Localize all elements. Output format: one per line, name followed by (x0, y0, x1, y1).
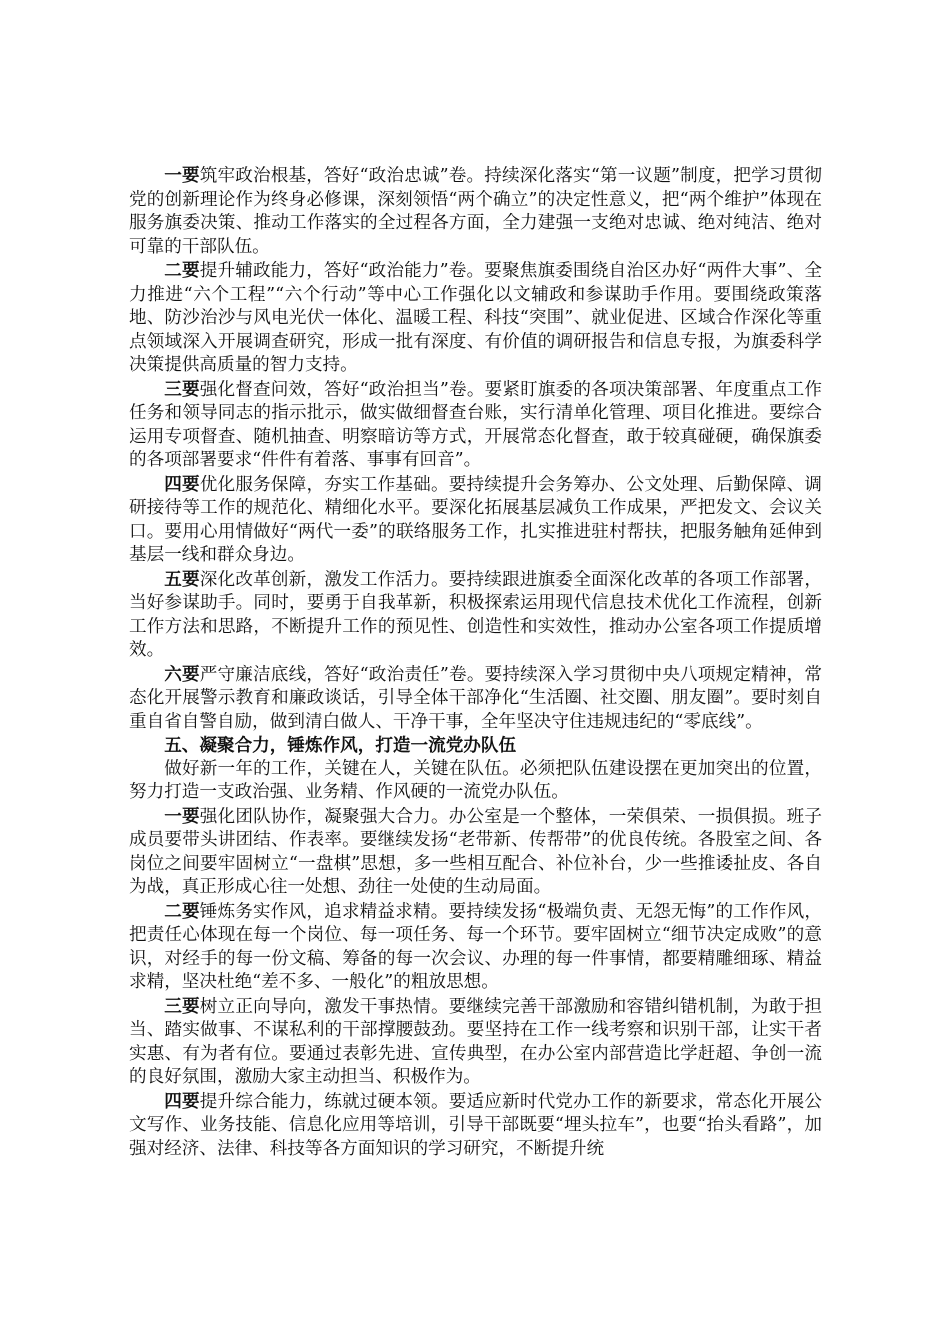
paragraph-lead: 一要 (164, 805, 200, 827)
paragraph-text: 强化督查问效，答好“政治担当”卷。要紧盯旗委的各项决策部署、年度重点工作任务和领导同志的指示批示，做实做细督查台账，实行清单化管理、项目化推进。要综合运用专项督查、随机抽查、明察暗访等方式，开展常态化督查，敢于较真碰硬，确保旗委的各项部署要求“件件有着落、事事有回音”。 (129, 379, 822, 470)
paragraph-3 (129, 378, 822, 473)
paragraph-6 (129, 663, 822, 735)
section-heading: 五、凝聚合力，锤炼作风，打造一流党办队伍 (164, 735, 517, 756)
paragraph-lead: 五要 (164, 568, 200, 590)
document-page (129, 164, 822, 1161)
paragraph-1 (129, 164, 822, 259)
section-paragraph-2 (129, 900, 822, 995)
paragraph-text: 优化服务保障，夯实工作基础。要持续提升会务筹办、公文处理、后勤保障、调研接待等工作的规范化、精细化水平。要深化拓展基层减负工作成果，严把发文、会议关口。要用心用情做好“两代一委”的联络服务工作，扎实推进驻村帮扶，把服务触角延伸到基层一线和群众身边。 (129, 474, 822, 565)
paragraph-text: 提升综合能力，练就过硬本领。要适应新时代党办工作的新要求，常态化开展公文写作、业务技能、信息化应用等培训，引导干部既要“埋头拉车”，也要“抬头看路”，加强对经济、法律、科技等各方面知识的学习研究，不断提升统 (129, 1091, 822, 1159)
paragraph-lead: 二要 (164, 900, 200, 922)
paragraph-text: 树立正向导向，激发干事热情。要继续完善干部激励和容错纠错机制，为敢于担当、踏实做事、不谋私利的干部撑腰鼓劲。要坚持在工作一线考察和识别干部，让实干者实惠、有为者有位。要通过表彰先进、宣传典型，在办公室内部营造比学赶超、争创一流的良好氛围，激励大家主动担当、积极作为。 (129, 996, 822, 1087)
paragraph-text: 深化改革创新，激发工作活力。要持续跟进旗委全面深化改革的各项工作部署，当好参谋助手。同时，要勇于自我革新，积极探索运用现代信息技术优化工作流程，创新工作方法和思路，不断提升工作的预见性、创造性和实效性，推动办公室各项工作提质增效。 (129, 569, 822, 660)
paragraph-text: 筑牢政治根基，答好“政治忠诚”卷。持续深化落实“第一议题”制度，把学习贯彻党的创新理论作为终身必修课，深刻领悟“两个确立”的决定性意义，把“两个维护”体现在服务旗委决策、推动工作落实的全过程各方面，全力建强一支绝对忠诚、绝对纯洁、绝对可靠的干部队伍。 (129, 166, 822, 257)
paragraph-4 (129, 473, 822, 568)
paragraph-text: 强化团队协作，凝聚强大合力。办公室是一个整体，一荣俱荣、一损俱损。班子成员要带头讲团结、作表率。要继续发扬“老带新、传帮带”的优良传统。各股室之间、各岗位之间要牢固树立“一盘棋”思想，多一些相互配合、补位补台，少一些推诿扯皮、各自为战，真正形成心往一处想、劲往一处使的生动局面。 (129, 806, 822, 897)
paragraph-text: 提升辅政能力，答好“政治能力”卷。要聚焦旗委围绕自治区办好“两件大事”、全力推进“六个工程”“六个行动”等中心工作强化以文辅政和参谋助手作用。要围绕政策落地、防沙治沙与风电光伏一体化、温暖工程、科技“突围”、就业促进、区域合作深化等重点领域深入开展调查研究，形成一批有深度、有价值的调研报告和信息专报，为旗委科学决策提供高质量的智力支持。 (129, 261, 822, 375)
paragraph-5 (129, 568, 822, 663)
paragraph-text: 严守廉洁底线，答好“政治责任”卷。要持续深入学习贯彻中央八项规定精神，常态化开展警示教育和廉政谈话，引导全体干部净化“生活圈、社交圈、朋友圈”。要时刻自重自省自警自励，做到清白做人、干净干事，全年坚决守住违规违纪的“零底线”。 (129, 664, 822, 732)
paragraph-2 (129, 259, 822, 378)
paragraph-text: 锤炼务实作风，追求精益求精。要持续发扬“极端负责、无怨无悔”的工作作风，把责任心体现在每一个岗位、每一项任务、每一个环节。要牢固树立“细节决定成败”的意识，对经手的每一份文稿、筹备的每一次会议、办理的每一件事情，都要精雕细琢、精益求精，坚决杜绝“差不多、一般化”的粗放思想。 (129, 901, 822, 992)
paragraph-lead: 四要 (164, 1090, 200, 1112)
section-paragraph-4 (129, 1090, 822, 1162)
paragraph-lead: 三要 (164, 378, 200, 400)
paragraph-lead: 二要 (164, 260, 200, 281)
paragraph-lead: 一要 (164, 165, 200, 186)
paragraph-lead: 六要 (164, 663, 200, 685)
paragraph-lead: 三要 (164, 995, 200, 1017)
section-paragraph-1 (129, 805, 822, 900)
section-paragraph-3 (129, 995, 822, 1090)
section-intro: 做好新一年的工作，关键在人，关键在队伍。必须把队伍建设摆在更加突出的位置，努力打造一支政治强、业务精、作风硬的一流党办队伍。 (129, 758, 822, 802)
paragraph-lead: 四要 (164, 473, 200, 495)
